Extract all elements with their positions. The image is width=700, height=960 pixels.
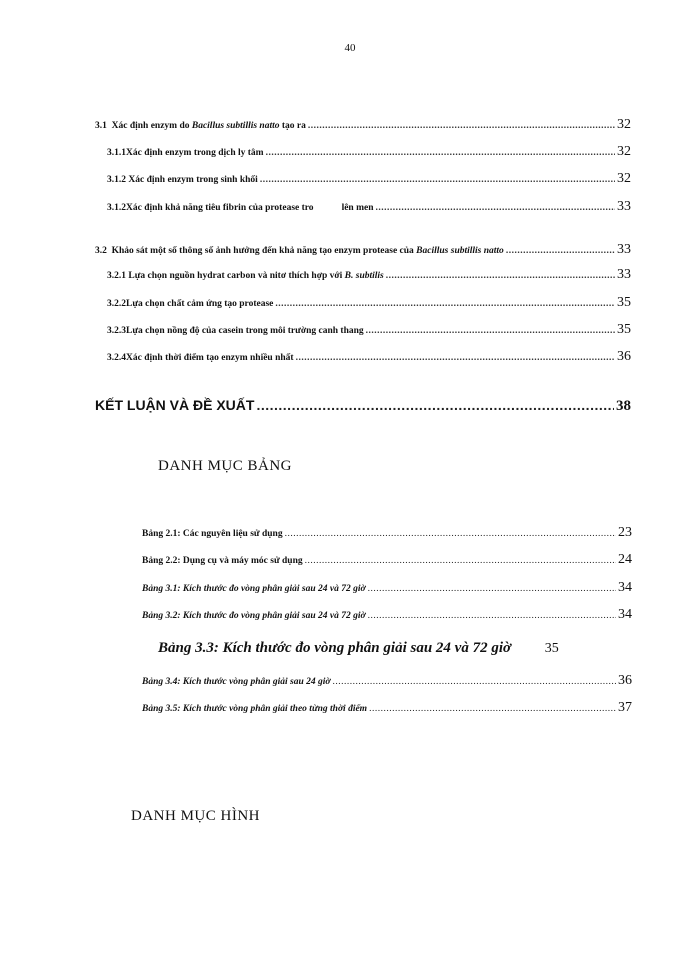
toc-sub-label: 3.1.2 Xác định enzym trong sinh khối (107, 175, 258, 185)
section-text-after: tạo ra (281, 121, 306, 131)
leader-dots (260, 175, 615, 185)
page-ref: 24 (618, 552, 632, 567)
toc-sub-3-2-4[interactable] (107, 349, 631, 365)
leader-dots (256, 397, 614, 413)
page-ref: 33 (617, 267, 631, 282)
table-entry[interactable] (142, 552, 632, 568)
page-ref: 35 (617, 295, 631, 310)
leader-dots (296, 353, 615, 363)
leader-dots (369, 704, 616, 714)
toc-sub-3-1-2[interactable] (107, 171, 631, 187)
toc-sub-label (107, 203, 374, 213)
section-text-before: Xác định enzym do (111, 121, 190, 131)
page-number: 40 (344, 42, 356, 54)
page-ref: 36 (618, 673, 632, 688)
page-ref: 35 (544, 641, 559, 656)
toc-sub-label-a: 3.1.2Xác định khả năng tiêu fibrin của protease tro (107, 203, 314, 213)
page-ref: 33 (617, 242, 631, 257)
leader-dots (266, 148, 615, 158)
table-entry[interactable] (142, 673, 632, 689)
toc-sub-3-2-1[interactable] (107, 267, 631, 283)
toc-sub-label-b: lên men (341, 203, 374, 213)
toc-section-3-1[interactable] (95, 117, 631, 133)
table-entry[interactable] (142, 525, 632, 541)
table-label: Bảng 3.5: Kích thước vòng phân giải theo từng thời điểm (142, 704, 368, 714)
toc-sub-italic: B. subtilis (344, 271, 384, 281)
leader-dots (368, 611, 616, 621)
table-label: Bảng 3.4: Kích thước vòng phân giải sau 24 giờ (142, 677, 331, 687)
page-ref: 32 (617, 117, 631, 132)
table-label: Bảng 2.1: Các nguyên liệu sử dụng (142, 529, 283, 539)
table-label: Bảng 2.2: Dụng cụ và máy móc sử dụng (142, 556, 303, 566)
toc-conclusion[interactable] (95, 397, 631, 415)
page-ref: 34 (618, 580, 632, 595)
section-number: 3.1 (95, 121, 107, 131)
page-ref: 36 (617, 349, 631, 364)
leader-dots (308, 121, 615, 131)
toc-sub-label: 3.2.4Xác định thời điểm tạo enzym nhiều nhất (107, 353, 294, 363)
page-ref: 38 (616, 398, 631, 414)
table-entry-large[interactable] (158, 640, 559, 657)
section-italic: Bacillus subtillis natto (416, 246, 504, 256)
section-text-before: Khảo sát một số thông số ảnh hưởng đến khả năng tạo enzym protease của (111, 246, 414, 256)
table-label: Bảng 3.3: Kích thước đo vòng phân giải sau 24 và 72 giờ (158, 640, 512, 656)
toc-sub-3-2-3[interactable] (107, 322, 631, 338)
page-ref: 35 (617, 322, 631, 337)
toc-sub-3-1-1[interactable] (107, 144, 631, 160)
table-entry[interactable] (142, 580, 632, 596)
leader-dots (506, 246, 615, 256)
table-entry[interactable] (142, 700, 632, 716)
table-entry[interactable] (142, 607, 632, 623)
leader-dots (386, 271, 615, 281)
leader-dots (376, 203, 616, 213)
table-label: Bảng 3.2: Kích thước đo vòng phân giải sau 24 và 72 giờ (142, 611, 366, 621)
page-ref: 34 (618, 607, 632, 622)
section-italic: Bacillus subtillis natto (191, 121, 280, 131)
toc-section-label (95, 246, 504, 256)
leader-dots (333, 677, 616, 687)
toc-sub-3-1-2b[interactable] (107, 199, 631, 215)
page-ref: 23 (618, 525, 632, 540)
leader-dots (305, 556, 616, 566)
toc-sub-label-before: 3.2.1 Lựa chọn nguồn hydrat carbon và nitơ thích hợp với (107, 271, 343, 281)
page-ref: 33 (617, 199, 631, 214)
page-ref: 37 (618, 700, 632, 715)
toc-sub-label: 3.2.3Lựa chọn nồng độ của casein trong môi trường canh thang (107, 326, 364, 336)
section-number: 3.2 (95, 246, 107, 256)
leader-dots (368, 584, 616, 594)
toc-sub-label (107, 271, 384, 281)
leader-dots (275, 299, 615, 309)
toc-sub-3-2-2[interactable] (107, 295, 631, 311)
toc-section-3-2[interactable] (95, 242, 631, 258)
toc-sub-label: 3.1.1Xác định enzym trong dịch ly tâm (107, 148, 264, 158)
tables-heading: DANH MỤC BẢNG (158, 458, 293, 474)
toc-sub-label: 3.2.2Lựa chọn chất cảm ứng tạo protease (107, 299, 274, 309)
page-ref: 32 (617, 171, 631, 186)
conclusion-label: KẾT LUẬN VÀ ĐỀ XUẤT (95, 397, 255, 413)
leader-dots (285, 529, 616, 539)
leader-dots (366, 326, 615, 336)
page-ref: 32 (617, 144, 631, 159)
table-label: Bảng 3.1: Kích thước đo vòng phân giải sau 24 và 72 giờ (142, 584, 366, 594)
figures-heading: DANH MỤC HÌNH (131, 808, 260, 824)
toc-section-label (95, 121, 306, 131)
